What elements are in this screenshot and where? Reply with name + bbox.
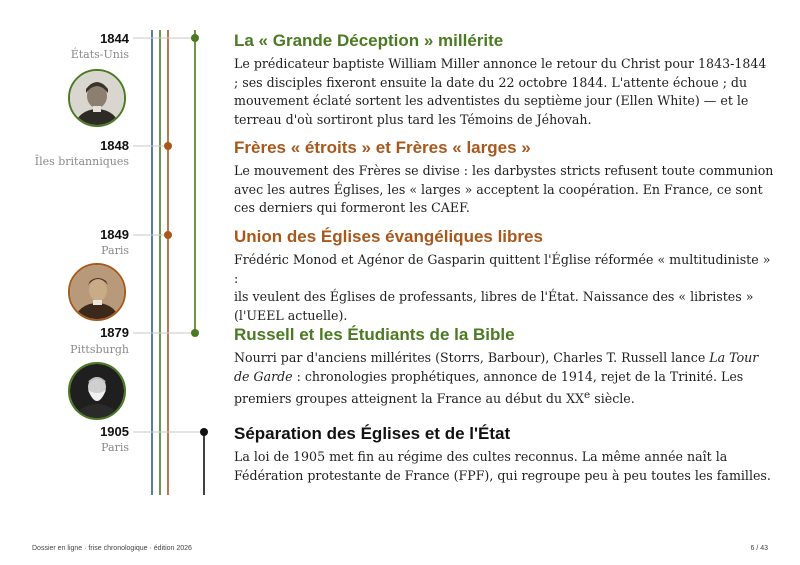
event-body-1879-end: siècle. bbox=[590, 391, 635, 407]
footer-left: Dossier en ligne · frise chronologique · édition 2026 bbox=[32, 545, 192, 552]
event-body-1849-line-2: ils veulent des Églises de professants, libres de l'État. Naissance des « libristes » bbox=[234, 289, 754, 304]
year-1905: 1905 bbox=[100, 424, 129, 439]
event-body-1879-start: Nourri par d'anciens millérites (Storrs, Barbour), Charles T. Russell lance bbox=[234, 350, 710, 365]
event-body-1879-mid: : chronologies prophétiques, annonce de 1914, rejet de la Trinité. Les premiers groupes atteignent la France au début du XX bbox=[234, 368, 744, 407]
event-title-1849: Union des Églises évangéliques libres bbox=[234, 227, 543, 246]
portrait-ellen-white bbox=[68, 69, 126, 127]
event-body-1844: Le prédicateur baptiste William Miller annonce le retour du Christ pour 1843-1844 ; ses disciples fixeront ensuite la date du 22 octobre 1844. L'attente échoue ; du mouvement éclaté sortent les adventistes du septième jour (Ellen White) — et le terreau d'où sortiront plus tard les Témoins de Jéhovah. bbox=[234, 56, 767, 127]
event-1844 bbox=[234, 30, 774, 129]
place-1905: Paris bbox=[101, 441, 129, 454]
event-body-1879-journal: La Tour de Garde bbox=[234, 350, 759, 384]
event-body-1849-line-1: Frédéric Monod et Agénor de Gasparin quittent l'Église réformée « multitudiniste » : bbox=[234, 252, 771, 286]
event-title-1879: Russell et les Étudiants de la Bible bbox=[234, 325, 515, 344]
event-body-1879 bbox=[234, 349, 774, 409]
timeline-dot-1905 bbox=[200, 428, 208, 436]
timeline-dot-1849 bbox=[164, 231, 172, 239]
place-1848: Îles britanniques bbox=[34, 155, 129, 168]
event-body-1848: Le mouvement des Frères se divise : les darbystes stricts refusent toute communion avec les autres Églises, les « larges » acceptent la coopération. En France, ce sont ces derniers qui formeront les CAEF. bbox=[234, 163, 774, 215]
portrait-frederic-monod bbox=[68, 263, 126, 321]
event-1848 bbox=[234, 137, 774, 218]
timeline-dot-1879 bbox=[191, 329, 199, 337]
place-1844: États-Unis bbox=[70, 48, 129, 61]
event-1905 bbox=[234, 423, 774, 485]
event-title-1905: Séparation des Églises et de l'État bbox=[234, 424, 511, 443]
event-body-1905: La loi de 1905 met fin au régime des cultes reconnus. La même année naît la Fédération protestante de France (FPF), qui regroupe peu à peu toutes les familles. bbox=[234, 449, 771, 483]
portrait-charles-russell bbox=[68, 362, 126, 420]
event-body-1879-sup: e bbox=[584, 389, 591, 401]
event-title-1848: Frères « étroits » et Frères « larges » bbox=[234, 138, 531, 157]
place-1849: Paris bbox=[101, 244, 129, 257]
timeline-dot-1848 bbox=[164, 142, 172, 150]
year-1849: 1849 bbox=[100, 227, 129, 242]
year-1844: 1844 bbox=[100, 31, 129, 46]
place-1879: Pittsburgh bbox=[70, 343, 129, 356]
page-number: 6 / 43 bbox=[750, 545, 768, 552]
event-body-1849 bbox=[234, 251, 774, 325]
year-1879: 1879 bbox=[100, 325, 129, 340]
event-1849 bbox=[234, 226, 774, 325]
event-body-1849-line-3: (l'UEEL actuelle). bbox=[234, 307, 348, 323]
timeline-dot-1844 bbox=[191, 34, 199, 42]
event-1879 bbox=[234, 324, 774, 409]
year-1848: 1848 bbox=[100, 138, 129, 153]
event-title-1844: La « Grande Déception » millérite bbox=[234, 31, 504, 50]
